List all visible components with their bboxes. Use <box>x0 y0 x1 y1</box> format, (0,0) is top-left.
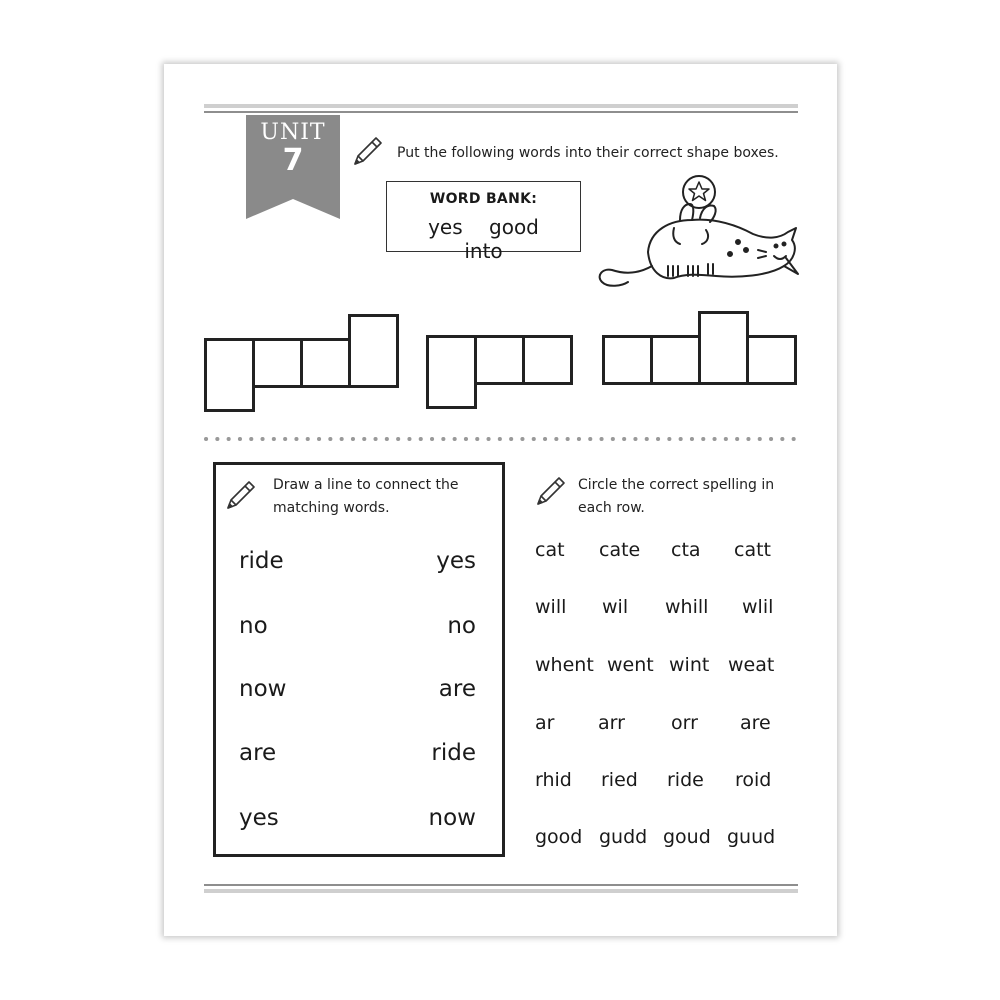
spelling-option[interactable]: whent <box>535 654 594 676</box>
match-left-word[interactable]: ride <box>239 548 284 574</box>
match-right-word[interactable]: are <box>438 676 476 702</box>
matching-instruction: Draw a line to connect the matching words. <box>273 477 459 516</box>
shape-box[interactable] <box>746 335 797 385</box>
spelling-option[interactable]: will <box>535 596 567 618</box>
bottom-rule <box>204 884 798 893</box>
match-left-word[interactable]: now <box>239 676 287 702</box>
spelling-option[interactable]: went <box>607 654 654 676</box>
spelling-option[interactable]: goud <box>663 826 711 848</box>
shape-box[interactable] <box>300 338 351 388</box>
shape-box[interactable] <box>204 338 255 412</box>
spelling-option[interactable]: catt <box>734 539 771 561</box>
spelling-option[interactable]: are <box>740 712 771 734</box>
spelling-instruction: Circle the correct spelling in each row. <box>578 477 775 516</box>
word-bank-word: yes <box>428 215 463 239</box>
spelling-option[interactable]: gudd <box>599 826 648 848</box>
match-right-word[interactable]: now <box>428 805 476 831</box>
spelling-option[interactable]: good <box>535 826 583 848</box>
spelling-option[interactable]: ar <box>535 712 555 734</box>
spelling-option[interactable]: guud <box>727 826 776 848</box>
spelling-option[interactable]: cate <box>599 539 641 561</box>
unit-number: 7 <box>282 143 304 178</box>
shape-box[interactable] <box>698 311 749 385</box>
spelling-option[interactable]: rhid <box>535 769 572 791</box>
match-right-word[interactable]: ride <box>431 740 476 766</box>
unit-label: UNIT <box>260 120 326 145</box>
match-right-word[interactable]: no <box>447 613 476 639</box>
spelling-option[interactable]: whill <box>665 596 709 618</box>
spelling-option[interactable]: wil <box>602 596 629 618</box>
matching-box <box>213 462 505 857</box>
spelling-option[interactable]: cta <box>671 539 701 561</box>
shape-instruction: Put the following words into their correct shape boxes. <box>397 145 779 161</box>
shape-box[interactable] <box>650 335 701 385</box>
shape-box[interactable] <box>348 314 399 388</box>
spelling-option[interactable]: orr <box>671 712 698 734</box>
worksheet-page <box>164 64 837 936</box>
spelling-option[interactable]: ride <box>667 769 704 791</box>
match-left-word[interactable]: are <box>239 740 277 766</box>
match-right-word[interactable]: yes <box>436 548 476 574</box>
shape-box[interactable] <box>522 335 573 385</box>
spelling-option[interactable]: wint <box>669 654 710 676</box>
word-bank-title: WORD BANK: <box>429 191 538 207</box>
word-bank-word: good <box>489 215 539 239</box>
spelling-option[interactable]: arr <box>598 712 625 734</box>
spelling-option[interactable]: weat <box>728 654 775 676</box>
dotted-divider <box>204 436 798 442</box>
spelling-option[interactable]: ried <box>601 769 638 791</box>
spelling-option[interactable]: roid <box>735 769 772 791</box>
shape-box[interactable] <box>474 335 525 385</box>
shape-box[interactable] <box>602 335 653 385</box>
match-left-word[interactable]: yes <box>239 805 279 831</box>
spelling-option[interactable]: wlil <box>742 596 774 618</box>
shape-box[interactable] <box>252 338 303 388</box>
shape-box[interactable] <box>426 335 477 409</box>
word-bank-word: into <box>464 239 503 263</box>
match-left-word[interactable]: no <box>239 613 268 639</box>
pencil-icon <box>224 478 258 512</box>
spelling-option[interactable]: cat <box>535 539 565 561</box>
pencil-icon <box>534 474 568 508</box>
